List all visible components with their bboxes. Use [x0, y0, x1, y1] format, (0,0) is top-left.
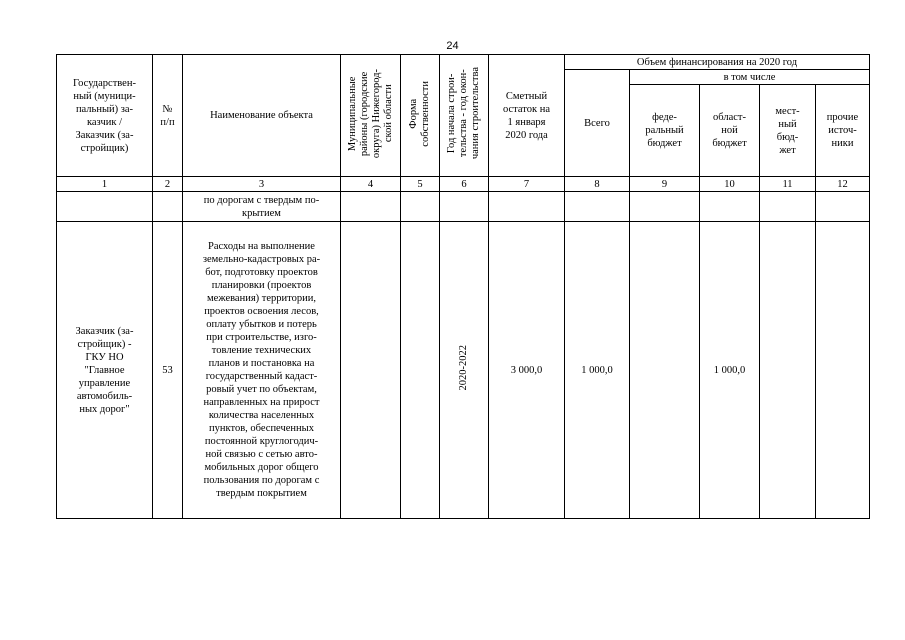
number-cell	[153, 192, 183, 222]
estimate-cell	[489, 192, 565, 222]
years-cell-wrapper	[440, 222, 489, 519]
object-name-cell: по дорогам с твердым по- крытием	[183, 192, 341, 222]
customer-cell: Заказчик (за- стройщик) - ГКУ НО "Главное управление автомобиль- ных дорог"	[57, 222, 153, 519]
years-cell	[440, 192, 489, 222]
header-total: Всего	[565, 70, 630, 177]
header-districts-cell	[341, 55, 401, 177]
column-number: 1	[57, 177, 153, 192]
header-ownership: Форма собственности	[408, 80, 431, 147]
federal-cell	[630, 192, 700, 222]
column-number: 7	[489, 177, 565, 192]
districts-cell	[341, 222, 401, 519]
header-financing: Объем финансирования на 2020 год	[565, 55, 870, 70]
column-number: 3	[183, 177, 341, 192]
header-including: в том числе	[630, 70, 870, 85]
header-federal: феде- ральный бюджет	[630, 85, 700, 177]
districts-cell	[341, 192, 401, 222]
regional-cell: 1 000,0	[700, 222, 760, 519]
header-row-1	[57, 55, 870, 70]
column-number: 6	[440, 177, 489, 192]
header-years: Год начала строи- тельства - год окон- чания строительства	[446, 67, 481, 160]
total-cell	[565, 192, 630, 222]
header-ownership-cell	[401, 55, 440, 177]
table-row	[57, 222, 870, 519]
header-customer: Государствен- ный (муници- пальный) за- казчик / Заказчик (за- стройщик)	[57, 55, 153, 177]
column-number-row	[57, 177, 870, 192]
years-cell: 2020-2022	[458, 345, 469, 391]
header-estimate: Сметный остаток на 1 января 2020 года	[489, 55, 565, 177]
column-number: 9	[630, 177, 700, 192]
header-years-cell	[440, 55, 489, 177]
header-districts: Муниципальные районы (городские округа) Нижегород- ской области	[346, 68, 394, 159]
other-cell	[816, 192, 870, 222]
column-number: 10	[700, 177, 760, 192]
local-cell	[760, 192, 816, 222]
federal-cell	[630, 222, 700, 519]
table-row	[57, 192, 870, 222]
estimate-cell: 3 000,0	[489, 222, 565, 519]
header-object-name: Наименование объекта	[183, 55, 341, 177]
header-local: мест- ный бюд- жет	[760, 85, 816, 177]
header-number: № п/п	[153, 55, 183, 177]
total-cell: 1 000,0	[565, 222, 630, 519]
header-other: прочие источ- ники	[816, 85, 870, 177]
column-number: 12	[816, 177, 870, 192]
other-cell	[816, 222, 870, 519]
column-number: 8	[565, 177, 630, 192]
ownership-cell	[401, 192, 440, 222]
regional-cell	[700, 192, 760, 222]
column-number: 4	[341, 177, 401, 192]
object-name-cell: Расходы на выполнение земельно-кадастровых ра- бот, подготовку проектов планировки (проектов межевания) территории, проектов освоения лесов, оплату убытков и потерь при строительстве, изго- товление технических планов и постановка на государственный кадаст- ровый учет по объектам, направленных на прирост количества населенных пунктов, обеспеченных постоянной круглогодич- ной связью с сетью авто- мобильных дорог общего пользования по дорогам с твердым покрытием	[183, 222, 341, 519]
number-cell: 53	[153, 222, 183, 519]
column-number: 11	[760, 177, 816, 192]
page-number: 24	[446, 40, 459, 52]
ownership-cell	[401, 222, 440, 519]
local-cell	[760, 222, 816, 519]
financing-table	[56, 54, 870, 519]
header-regional: област- ной бюджет	[700, 85, 760, 177]
customer-cell	[57, 192, 153, 222]
column-number: 2	[153, 177, 183, 192]
column-number: 5	[401, 177, 440, 192]
